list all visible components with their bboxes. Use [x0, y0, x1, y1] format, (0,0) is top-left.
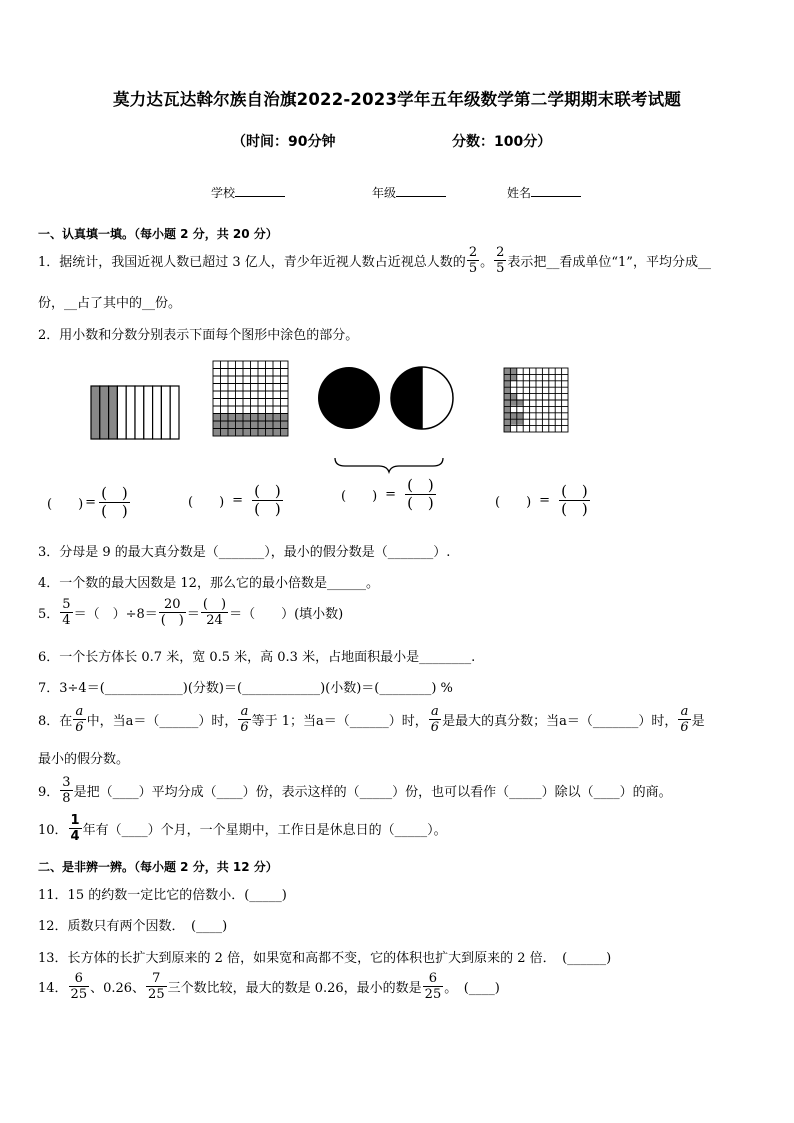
question-4: 4．一个数的最大因数是 12，那么它的最小倍数是______。	[38, 576, 379, 591]
grade-field[interactable]	[372, 184, 446, 201]
figure-hundred-grid	[212, 360, 292, 438]
question-1-line1: 1．据统计，我国近视人数已超过 3 亿人，青少年近视人数占近视总人数的 $\frac{2}{5}$ 。 $\frac{2}{5}$ 表示把__看成单位“1”，平均分成__	[38, 245, 711, 276]
name-label: 姓名	[507, 186, 532, 200]
brace	[333, 456, 445, 474]
q2-answer-3[interactable]: ( ) = $\frac{( )}{( )}$	[341, 476, 434, 512]
section-2-heading: 二、是非辨一辨。（每小题 2 分，共 12 分）	[38, 860, 278, 874]
question-10: 10． $\frac{1}{4}$ 年有（____）个月，一个星期中，工作日是休息日的（_____）。	[38, 813, 447, 844]
figure-circles	[316, 366, 458, 432]
school-blank[interactable]	[235, 196, 285, 197]
question-8-line2: 最小的假分数。	[38, 752, 130, 767]
q2-answer-2[interactable]: ( ) = $\frac{( )}{( )}$	[188, 482, 281, 518]
fraction-5-4: $\frac{5}{4}$	[62, 597, 71, 628]
name-blank[interactable]	[531, 196, 581, 197]
exam-time: （时间：90分钟	[232, 134, 336, 150]
question-8-line1: 8．在 $\frac{a}{6}$ 中，当a＝（______）时， $\frac{a}{6}$ 等于 1；当a＝（______）时， $\frac{a}{6}$ 是最大的真分数；当a＝（_______）时， $\frac{a}{6}$ 是	[38, 704, 705, 735]
question-5: 5． $\frac{5}{4}$ ＝（ ）÷8＝ $\frac{20}{( )}$ ＝ $\frac{( )}{24}$ ＝（ ）(填小数)	[38, 597, 344, 628]
grade-blank[interactable]	[396, 196, 446, 197]
fraction-blank-24: $\frac{( )}{24}$	[202, 597, 227, 628]
question-3: 3．分母是 9 的最大真分数是（_______），最小的假分数是（_______）.	[38, 545, 451, 560]
figure-strips	[90, 385, 182, 441]
question-2: 2．用小数和分数分别表示下面每个图形中涂色的部分。	[38, 328, 359, 343]
grade-label: 年级	[372, 186, 397, 200]
fraction-20-blank: $\frac{20}{( )}$	[160, 597, 184, 628]
school-field[interactable]	[211, 184, 285, 201]
question-11: 11．15 的约数一定比它的倍数小．(_____)	[38, 888, 287, 903]
exam-score: 分数：100分）	[452, 134, 552, 150]
school-label: 学校	[211, 186, 236, 200]
question-9: 9． $\frac{3}{8}$ 是把（____）平均分成（____）份，表示这样的（_____）份，也可以看作（_____）除以（____）的商。	[38, 775, 672, 806]
question-6: 6．一个长方体长 0.7 米，宽 0.5 米，高 0.3 米，占地面积最小是________.	[38, 650, 476, 665]
question-7: 7．3÷4＝(____________)(分数)＝(____________)(小数)＝(________) %	[38, 681, 453, 696]
fraction-2-5-b: $\frac{2}{5}$	[496, 245, 505, 276]
q2-answer-1[interactable]: ( ) = $\frac{( )}{( )}$	[47, 484, 128, 520]
question-1-line2: 份，__占了其中的__份。	[38, 296, 182, 311]
fraction-2-5: $\frac{2}{5}$	[468, 245, 478, 276]
question-13: 13．长方体的长扩大到原来的 2 倍，如果宽和高都不变，它的体积也扩大到原来的 2 倍． (______)	[38, 951, 612, 966]
question-12: 12．质数只有两个因数． (____)	[38, 919, 228, 934]
section-1-heading: 一、认真填一填。（每小题 2 分，共 20 分）	[38, 227, 278, 241]
q2-answer-4[interactable]: ( ) = $\frac{( )}{( )}$	[495, 482, 588, 518]
question-14: 14． $\frac{6}{25}$ 、0.26、 $\frac{7}{25}$ 三个数比较，最大的数是 0.26，最小的数是 $\frac{6}{25}$ 。 (____)	[38, 971, 500, 1002]
name-field[interactable]	[507, 184, 581, 201]
page-title: 莫力达瓦达斡尔族自治旗2022-2023学年五年级数学第二学期期末联考试题	[112, 90, 682, 109]
figure-partial-grid	[503, 367, 571, 433]
